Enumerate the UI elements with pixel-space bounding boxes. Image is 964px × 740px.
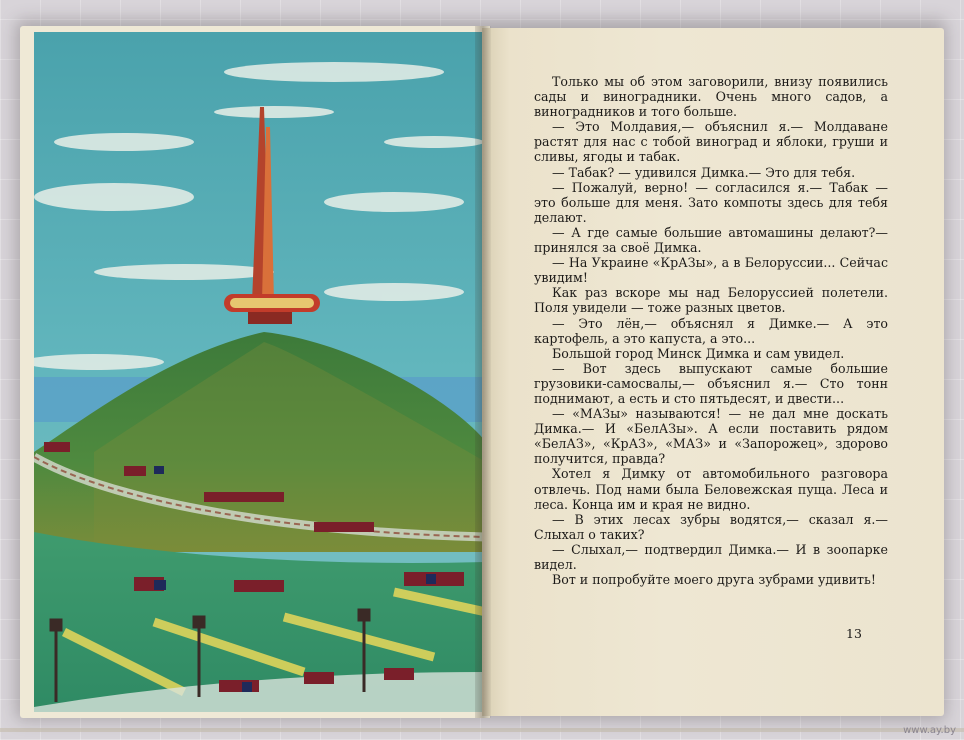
paragraph: Вот и попробуйте моего друга зубрами удивить! — [552, 572, 876, 588]
left-page-illustration — [20, 26, 490, 718]
paragraph: — В этих лесах зубры водятся,— сказал я.— Слыхал о таких? — [534, 511, 888, 542]
paragraph: Только мы об этом заговорили, внизу появились сады и виноградники. Очень много садов, а виноградников и того больше. — [534, 74, 888, 120]
paragraph: — Это Молдавия,— объяснил я.— Молдаване растят для нас с тобой виноград и яблоки, груши и сливы, ягоды и табак. — [534, 119, 888, 165]
cloth-stripe — [0, 728, 964, 732]
open-book — [20, 26, 942, 718]
paragraph: — На Украине «КрАЗы», а в Белоруссии... Сейчас увидим! — [534, 255, 888, 286]
paragraph: — Слыхал,— подтвердил Димка.— И в зоопарке видел. — [534, 541, 888, 572]
paragraph: — Пожалуй, верно! — согласился я.— Табак — это больше для меня. Зато компоты здесь для тебя делают. — [534, 179, 888, 225]
paragraph: — А где самые большие автомашины делают?— принялся за своё Димка. — [534, 224, 888, 256]
paragraph: — «МАЗы» называются! — не дал мне доскать Димка.— И «БелАЗы». А если поставить рядом «БелАЗ», «КрАЗ», «МАЗ» и «Запорожец», здорово получится, правда? — [534, 406, 888, 467]
paragraph: — Табак? — удивился Димка.— Это для тебя. — [552, 164, 856, 180]
paragraph: Большой город Минск Димка и сам увидел. — [552, 345, 845, 361]
paragraph: — Вот здесь выпускают самые большие грузовики-самосвалы,— объяснил я.— Сто тонн поднимают, а есть и сто пятьдесят, и двести... — [534, 360, 888, 406]
paragraph: — Это лён,— объяснял я Димке.— А это картофель, а это капуста, а это... — [534, 315, 888, 346]
page-number: 13 — [846, 626, 862, 641]
mound-of-glory-illustration — [34, 32, 486, 712]
paragraph: Как раз вскоре мы над Белоруссией полетели. Поля увидели — тоже разных цветов. — [534, 285, 888, 316]
book-gutter — [475, 26, 491, 718]
story-text — [534, 74, 888, 587]
watermark: www.ay.by — [903, 725, 956, 736]
paragraph: Хотел я Димку от автомобильного разговора отвлечь. Под нами была Беловежская пуща. Леса и леса. Конца им и края не видно. — [534, 466, 888, 512]
right-page-text — [482, 28, 944, 716]
